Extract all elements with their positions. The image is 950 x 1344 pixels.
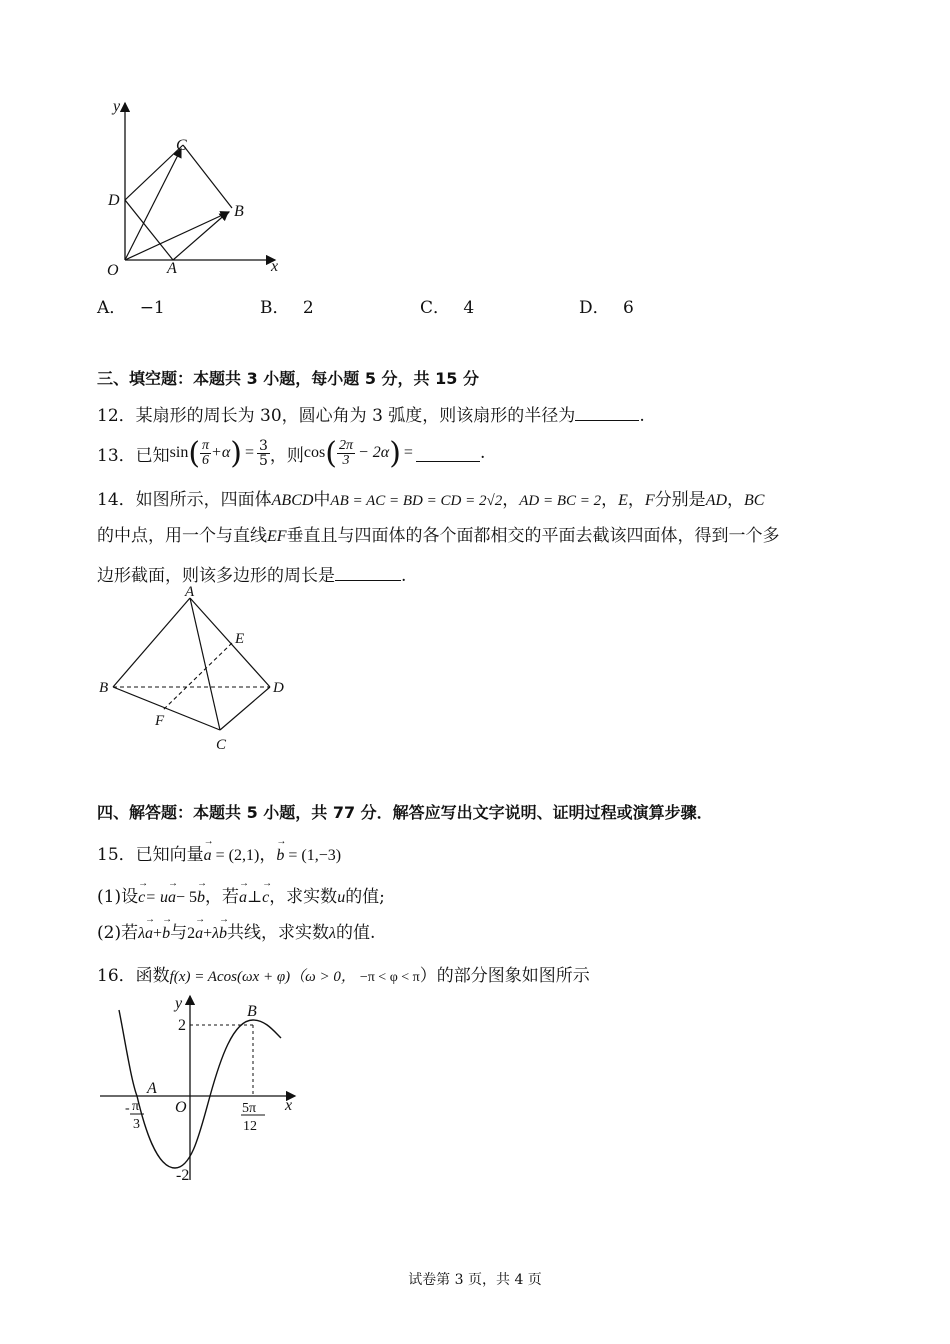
vector-oc — [125, 149, 181, 260]
label-d: D — [108, 192, 120, 209]
label-x: x — [271, 258, 279, 275]
label-a: A — [167, 260, 177, 277]
vec-b: → b — [276, 847, 284, 865]
frac-2pi-3 — [337, 439, 355, 468]
question-number: 16． — [97, 966, 136, 986]
q11-option-d — [579, 293, 634, 318]
lambda: λ — [329, 925, 336, 942]
line-ef: EF — [267, 528, 287, 545]
var-u: u — [337, 889, 346, 906]
function-expr: f(x) = Acos(ωx + φ) — [169, 969, 291, 985]
option-letter: C． — [420, 298, 451, 318]
segment-ad: AD — [705, 492, 728, 509]
q11-option-a — [97, 293, 165, 318]
cos-fn: cos — [303, 444, 326, 461]
q16-stem — [97, 961, 590, 986]
vec-a: → a — [204, 847, 212, 865]
q15-part2 — [97, 918, 375, 943]
section3-title: 三、填空题：本题共 3 小题，每小题 5 分，共 15 分 — [97, 369, 479, 388]
comma: ， — [601, 490, 619, 510]
lambda: λ — [212, 925, 220, 942]
question-text: 分别是 — [654, 490, 706, 510]
vec-a: → a — [239, 889, 247, 907]
vec-b-value: (1,−3) — [301, 847, 342, 864]
question-text: 已知 — [135, 445, 170, 466]
q16-graph-figure — [95, 990, 310, 1190]
vec-a-value: (2,1) — [228, 847, 260, 864]
label-o: O — [175, 1099, 187, 1116]
label-a: A — [185, 585, 195, 600]
segment-bc: BC — [744, 492, 765, 509]
question-number: 15． — [97, 845, 136, 865]
question-text: 边形截面，则该多边形的周长是 — [97, 566, 335, 586]
option-value: 6 — [623, 298, 634, 318]
plus-alpha: +α — [211, 444, 231, 461]
q11-option-b — [260, 293, 314, 318]
period: . — [639, 406, 645, 426]
frac-pi-6 — [200, 439, 211, 468]
q13 — [97, 433, 485, 473]
label-d: D — [273, 680, 284, 696]
equation-ad-bc: AD = BC = 2 — [519, 493, 602, 509]
part-text: ，若 — [205, 887, 240, 907]
label-two: 2 — [178, 1017, 186, 1034]
frac-den: 3 — [342, 452, 350, 468]
vec-b: → b — [162, 925, 170, 943]
vec-b: → b — [219, 925, 227, 943]
q11-figure — [95, 95, 295, 280]
question-number: 14． — [97, 490, 136, 510]
part-text: (1)设 — [97, 887, 139, 907]
label-neg-sign: - — [125, 1101, 130, 1116]
label-b: B — [247, 1003, 257, 1020]
option-value: 4 — [463, 298, 475, 318]
part-text: 的值. — [335, 923, 376, 943]
q11-option-c — [420, 293, 474, 318]
option-value: 2 — [302, 298, 314, 318]
paren-open: ( — [188, 435, 201, 471]
condition-omega: （ω > 0， — [290, 969, 356, 985]
question-text: ）的部分图象如图所示 — [419, 966, 590, 986]
paren-close: ) — [230, 435, 242, 471]
sin-fn: sin — [169, 444, 189, 461]
label-twelve: 12 — [243, 1119, 257, 1134]
frac-num: π — [202, 437, 210, 453]
frac-num: 2π — [338, 437, 353, 453]
question-text: ，则 — [269, 445, 304, 466]
frac-den: 6 — [202, 452, 210, 468]
equals: = — [403, 444, 413, 461]
eq-u: = u — [145, 889, 168, 906]
frac-3-5 — [257, 439, 270, 468]
period: . — [479, 443, 486, 463]
question-number: 13． — [97, 445, 136, 466]
option-letter: B． — [260, 298, 290, 318]
label-c: C — [176, 137, 187, 154]
frac-den: 5 — [259, 452, 268, 469]
question-text: 如图所示，四面体 — [135, 490, 272, 510]
answer-blank — [335, 564, 401, 581]
vec-b: → b — [197, 889, 205, 907]
minus-two-alpha: − 2α — [357, 444, 390, 461]
question-number: 12． — [97, 406, 136, 426]
two: 2 — [187, 925, 196, 942]
q14-tetrahedron-figure — [95, 585, 305, 755]
point-e: E — [618, 492, 628, 509]
part-text: (2)若 — [97, 923, 139, 943]
question-text: 已知向量 — [135, 845, 204, 865]
label-a: A — [147, 1080, 157, 1097]
q12 — [97, 401, 645, 426]
page-footer: 试卷第 3 页，共 4 页 — [408, 1272, 542, 1288]
plus: + — [153, 925, 163, 942]
period: . — [401, 566, 407, 586]
question-text: 的中点，用一个与直线 — [97, 526, 267, 546]
lambda: λ — [138, 925, 146, 942]
part-text: 共线，求实数 — [227, 923, 330, 943]
option-letter: A． — [97, 298, 127, 318]
vec-c: → c — [138, 889, 145, 907]
perp-sign: ⊥ — [247, 889, 263, 906]
vec-a: → a — [168, 889, 176, 907]
equals: = — [244, 444, 254, 461]
vec-a: → a — [145, 925, 153, 943]
frac-num: 3 — [259, 437, 268, 454]
condition-phi: −π < φ < π — [359, 970, 420, 985]
plus: + — [203, 925, 213, 942]
label-o: O — [107, 262, 119, 279]
part-text: 的值; — [345, 887, 385, 907]
minus-five: − 5 — [176, 889, 198, 906]
q14-line3 — [97, 561, 406, 586]
question-text: 垂直且与四面体的各个面都相交的平面去截该四面体，得到一个多 — [286, 526, 780, 546]
tetra-name: ABCD — [271, 492, 314, 509]
label-pi: π — [132, 1099, 140, 1114]
comma: ， — [727, 490, 745, 510]
vector-ab — [173, 212, 228, 260]
label-three: 3 — [133, 1117, 140, 1132]
label-e: E — [235, 631, 245, 647]
question-text: 函数 — [135, 966, 170, 986]
label-neg-two: -2 — [176, 1167, 190, 1184]
cosine-curve — [119, 1010, 281, 1168]
section4-title: 四、解答题：本题共 5 小题，共 77 分．解答应写出文字说明、证明过程或演算步骤． — [97, 803, 713, 822]
paren-close: ) — [389, 435, 401, 471]
part-text: 与 — [170, 923, 188, 943]
label-b: B — [234, 203, 244, 220]
equation-edges: AB = AC = BD = CD = 2√2 — [330, 493, 503, 509]
point-f: F — [644, 492, 655, 509]
answer-blank — [416, 445, 480, 462]
q14-line1 — [97, 485, 764, 510]
option-value: −1 — [139, 298, 165, 318]
question-text: 某扇形的周长为 30，圆心角为 3 弧度，则该扇形的半径为 — [135, 406, 576, 426]
label-five-pi: 5π — [242, 1101, 257, 1116]
q15-stem: 15．已知向量→ a = (2,1)，→ b = (1,−3) — [97, 840, 341, 865]
q14-line2 — [97, 521, 780, 546]
label-f: F — [155, 713, 165, 729]
label-y: y — [113, 98, 121, 115]
answer-blank — [575, 404, 639, 421]
option-letter: D． — [579, 298, 610, 318]
vec-c: → c — [262, 889, 269, 907]
label-b: B — [99, 680, 109, 696]
question-text: 中 — [313, 490, 331, 510]
paren-open: ( — [325, 435, 337, 471]
part-text: ，求实数 — [269, 887, 338, 907]
label-c: C — [216, 737, 227, 753]
q15-part1 — [97, 882, 385, 907]
comma: ， — [502, 490, 520, 510]
label-x: x — [285, 1097, 293, 1114]
vec-a: → a — [195, 925, 203, 943]
comma: ， — [627, 490, 645, 510]
label-y: y — [175, 995, 183, 1012]
